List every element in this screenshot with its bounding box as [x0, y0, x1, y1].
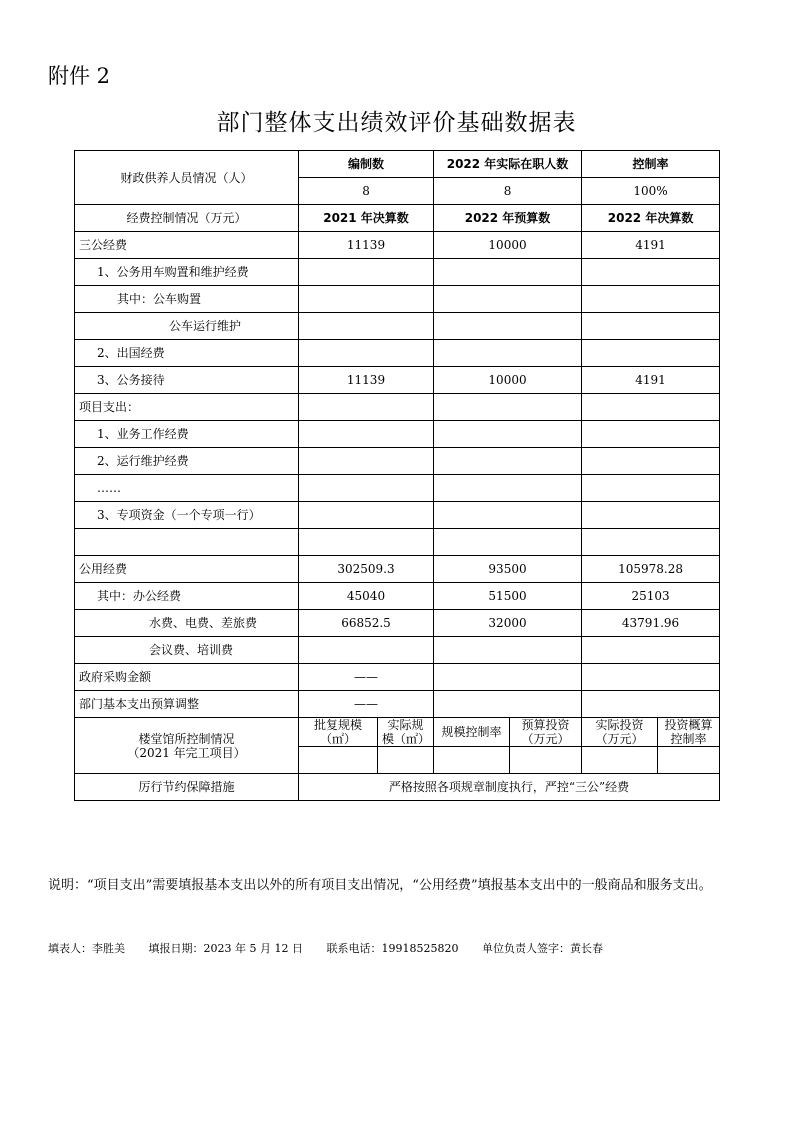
funds-header-row: [75, 205, 720, 232]
cell: [582, 394, 720, 421]
funds-label: 经费控制情况（万元）: [75, 205, 299, 232]
row-label: 公车运行维护: [75, 313, 299, 340]
cell: [299, 502, 434, 529]
row-label: 部门基本支出预算调整: [75, 691, 299, 718]
cell: [434, 502, 582, 529]
building-h3: 规模控制率: [434, 718, 510, 747]
staff-col1-value: 8: [299, 178, 434, 205]
cell: 43791.96: [582, 610, 720, 637]
cell: ——: [299, 691, 434, 718]
table-row: [75, 421, 720, 448]
row-label: 2、运行维护经费: [75, 448, 299, 475]
cell: 51500: [434, 583, 582, 610]
table-row: [75, 556, 720, 583]
staff-col1-header: 编制数: [299, 151, 434, 178]
table-row: [75, 340, 720, 367]
cell: 45040: [299, 583, 434, 610]
building-h1: 批复规模（㎡）: [299, 718, 378, 747]
row-label: 3、公务接待: [75, 367, 299, 394]
cell: [434, 313, 582, 340]
row-label: 1、业务工作经费: [75, 421, 299, 448]
cell: 32000: [434, 610, 582, 637]
building-h2: 实际规模（㎡）: [378, 718, 434, 747]
row-label: 项目支出：: [75, 394, 299, 421]
cell: [582, 340, 720, 367]
staff-col2-value: 8: [434, 178, 582, 205]
cell: [299, 340, 434, 367]
table-row: [75, 637, 720, 664]
funds-col1-header: 2021 年决算数: [299, 205, 434, 232]
cell: [582, 313, 720, 340]
funds-col2-header: 2022 年预算数: [434, 205, 582, 232]
staff-col3-header: 控制率: [582, 151, 720, 178]
table-row: [75, 529, 720, 556]
table-row: [75, 259, 720, 286]
row-label: 2、出国经费: [75, 340, 299, 367]
cell: [434, 691, 582, 718]
row-label: 政府采购金额: [75, 664, 299, 691]
building-label: [75, 718, 299, 774]
saving-value: 严格按照各项规章制度执行，严控“三公”经费: [299, 774, 720, 801]
row-label: 会议费、培训费: [75, 637, 299, 664]
cell: [434, 637, 582, 664]
cell: [378, 747, 434, 774]
cell: 25103: [582, 583, 720, 610]
footer: [48, 940, 623, 956]
cell: [582, 664, 720, 691]
table-row: [75, 475, 720, 502]
date-field: 填报日期：2023 年 5 月 12 日: [148, 942, 303, 955]
row-label: 3、专项资金（一个专项一行）: [75, 502, 299, 529]
cell: [299, 286, 434, 313]
row-label: 三公经费: [75, 232, 299, 259]
staff-header-row: [75, 151, 720, 178]
building-h6: 投资概算控制率: [658, 718, 720, 747]
note-text: 说明：“项目支出”需要填报基本支出以外的所有项目支出情况，“公用经费”填报基本支出中的一般商品和服务支出。: [48, 878, 712, 893]
cell: [299, 394, 434, 421]
row-label: 其中：公车购置: [75, 286, 299, 313]
cell: [434, 448, 582, 475]
cell: 4191: [582, 367, 720, 394]
cell: [510, 747, 582, 774]
cell: 4191: [582, 232, 720, 259]
cell: [434, 664, 582, 691]
cell: [299, 637, 434, 664]
cell: 66852.5: [299, 610, 434, 637]
cell: 11139: [299, 232, 434, 259]
cell: [299, 313, 434, 340]
data-table: [74, 150, 720, 801]
cell: 302509.3: [299, 556, 434, 583]
cell: [582, 747, 658, 774]
phone-field: 联系电话：19918525820: [326, 942, 459, 955]
table-row: [75, 286, 720, 313]
cell: [582, 529, 720, 556]
cell: [299, 747, 378, 774]
cell: [434, 747, 510, 774]
cell: [582, 448, 720, 475]
cell: [299, 529, 434, 556]
table-row: [75, 691, 720, 718]
row-label: 水费、电费、差旅费: [75, 610, 299, 637]
building-h4: 预算投资（万元）: [510, 718, 582, 747]
cell: [582, 691, 720, 718]
row-label: ……: [75, 475, 299, 502]
cell: [299, 475, 434, 502]
cell: [434, 529, 582, 556]
row-label: 其中：办公经费: [75, 583, 299, 610]
table-row: [75, 232, 720, 259]
cell: 93500: [434, 556, 582, 583]
saving-label: 厉行节约保障措施: [75, 774, 299, 801]
table-row: [75, 583, 720, 610]
cell: [299, 259, 434, 286]
table-row: [75, 394, 720, 421]
cell: [434, 259, 582, 286]
cell: [434, 475, 582, 502]
table-row: [75, 448, 720, 475]
staff-col2-header: 2022 年实际在职人数: [434, 151, 582, 178]
cell: [434, 340, 582, 367]
cell: [434, 421, 582, 448]
cell: [299, 421, 434, 448]
table-row: [75, 610, 720, 637]
row-label: [75, 529, 299, 556]
cell: [299, 448, 434, 475]
cell: 11139: [299, 367, 434, 394]
table-row: [75, 664, 720, 691]
cell: [658, 747, 720, 774]
table-row: [75, 502, 720, 529]
cell: [582, 475, 720, 502]
cell: [582, 286, 720, 313]
cell: 10000: [434, 232, 582, 259]
cell: [582, 637, 720, 664]
building-label-line1: 楼堂馆所控制情况: [138, 731, 235, 746]
staff-col3-value: 100%: [582, 178, 720, 205]
cell: [582, 421, 720, 448]
page-title: 部门整体支出绩效评价基础数据表: [216, 110, 577, 136]
cell: 105978.28: [582, 556, 720, 583]
row-label: 公用经费: [75, 556, 299, 583]
table-row: [75, 367, 720, 394]
table-row: [75, 313, 720, 340]
attachment-label: 附件 2: [48, 64, 111, 88]
staff-label: 财政供养人员情况（人）: [75, 151, 299, 205]
cell: [582, 502, 720, 529]
filler-field: 填表人：李胜美: [48, 942, 125, 955]
funds-col3-header: 2022 年决算数: [582, 205, 720, 232]
leader-field: 单位负责人签字：黄长春: [481, 942, 603, 955]
cell: [582, 259, 720, 286]
cell: ——: [299, 664, 434, 691]
building-label-line2: （2021 年完工项目）: [127, 745, 246, 760]
row-label: 1、公务用车购置和维护经费: [75, 259, 299, 286]
cell: 10000: [434, 367, 582, 394]
cell: [434, 394, 582, 421]
building-header-row: [75, 718, 720, 747]
building-h5: 实际投资（万元）: [582, 718, 658, 747]
saving-row: [75, 774, 720, 801]
cell: [434, 286, 582, 313]
